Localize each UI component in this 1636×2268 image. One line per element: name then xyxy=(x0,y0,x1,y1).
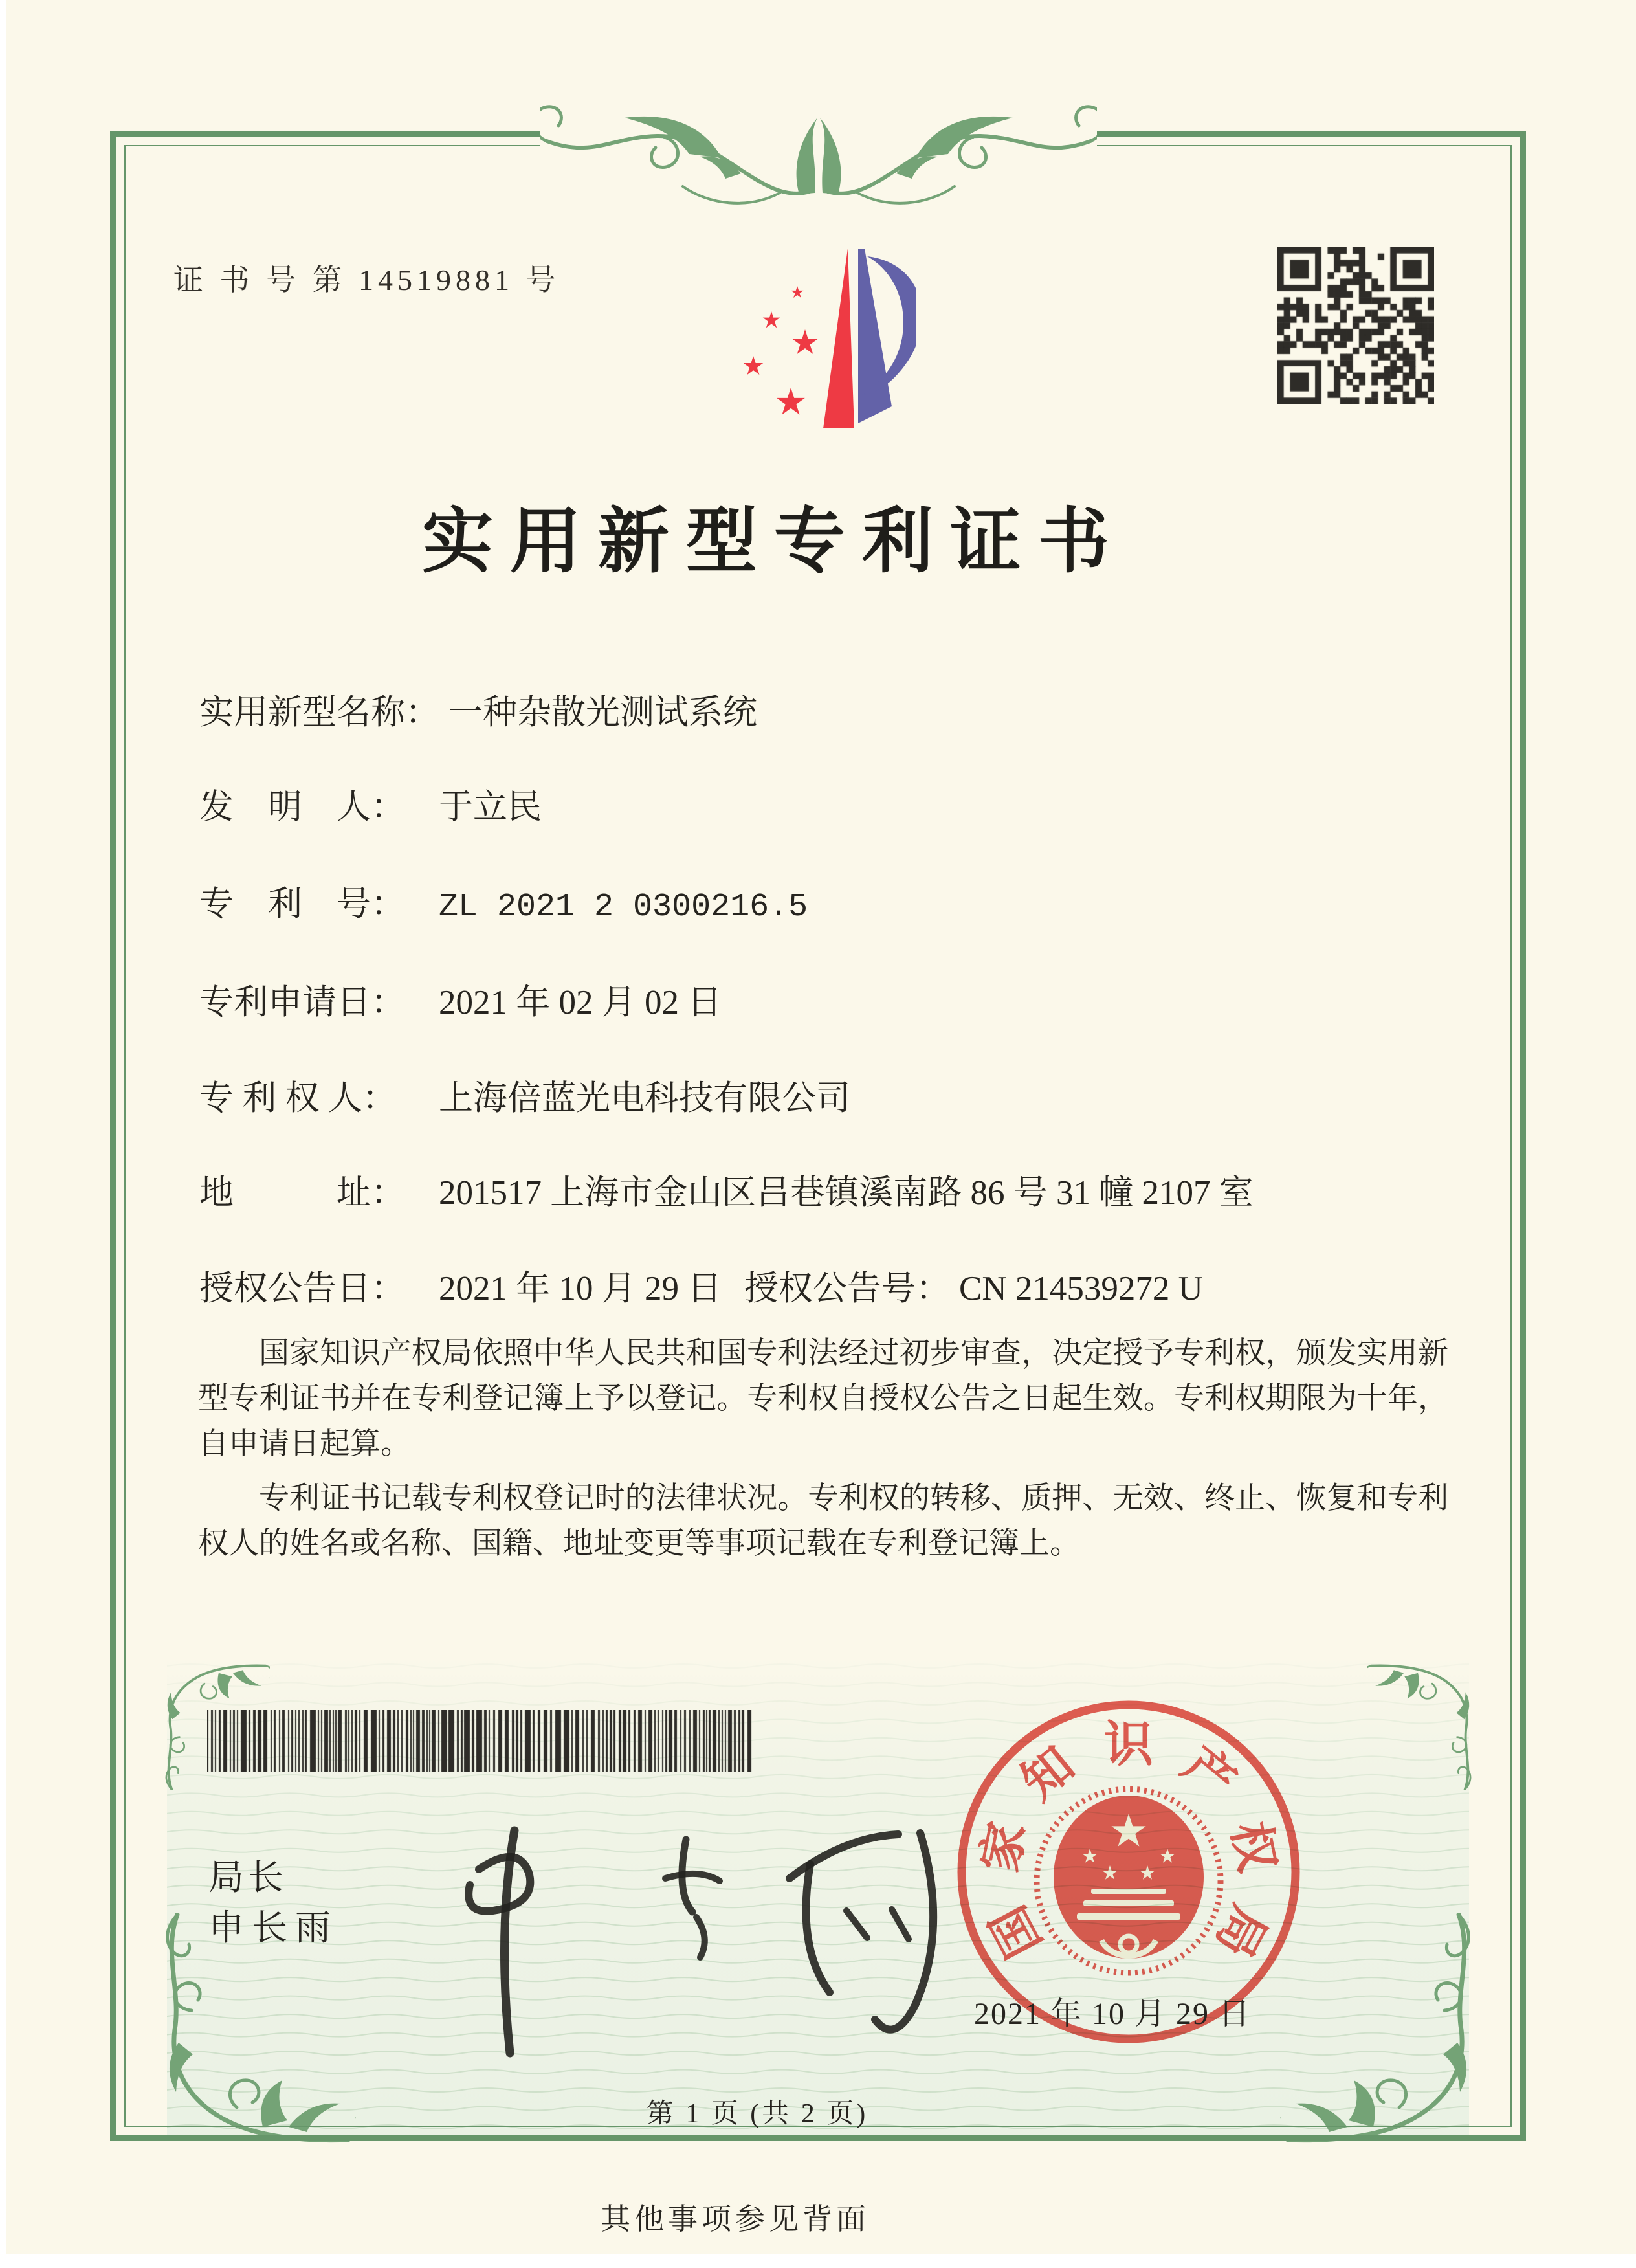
field-value: 于立民 xyxy=(439,788,542,826)
svg-text:识: 识 xyxy=(1104,1718,1153,1772)
field-value: CN 214539272 U xyxy=(959,1270,1203,1307)
svg-text:知: 知 xyxy=(1011,1737,1085,1810)
svg-text:权: 权 xyxy=(1221,1818,1285,1876)
field-row-patentee xyxy=(199,1071,1494,1120)
national-emblem-icon xyxy=(1037,1789,1221,1973)
cnipa-logo xyxy=(714,220,916,447)
field-value: 2021 年 02 月 02 日 xyxy=(439,984,722,1021)
barcode xyxy=(207,1710,755,1772)
field-row-filing-date xyxy=(199,975,1494,1024)
top-ornament xyxy=(540,83,1097,206)
svg-text:国: 国 xyxy=(980,1896,1052,1966)
field-value: 2021 年 10 月 29 日 xyxy=(439,1270,722,1307)
field-label: 发 明 人： xyxy=(199,788,405,826)
field-row-inventor xyxy=(199,779,1494,828)
seal-date: 2021 年 10 月 29 日 xyxy=(974,1997,1252,2031)
director-signature xyxy=(427,1799,1022,2071)
legal-paragraph: 国家知识产权局依照中华人民共和国专利法经过初步审查，决定授予专利权，颁发实用新型专利证书并在专利登记簿上予以登记。专利权自授权公告之日起生效。专利权期限为十年，自申请日起算。 xyxy=(198,1337,1448,1461)
field-row-address xyxy=(199,1165,1494,1214)
page-number: 第 1 页 (共 2 页) xyxy=(646,2099,868,2129)
field-row-grant xyxy=(199,1261,1494,1310)
legal-text xyxy=(198,1331,1448,1566)
svg-text:家: 家 xyxy=(973,1818,1036,1876)
certificate-title: 实用新型专利证书 xyxy=(422,502,1126,581)
qr-code xyxy=(1277,247,1434,404)
svg-text:产: 产 xyxy=(1173,1737,1246,1810)
field-label: 授权公告号： xyxy=(744,1270,950,1307)
field-row-name xyxy=(199,685,1494,734)
field-label: 授权公告日： xyxy=(199,1270,405,1307)
field-value: 201517 上海市金山区吕巷镇溪南路 86 号 31 幢 2107 室 xyxy=(439,1174,1254,1212)
grant-number-group xyxy=(744,1261,1203,1310)
field-value: 一种杂散光测试系统 xyxy=(448,694,757,731)
field-label: 专 利 号： xyxy=(199,885,405,923)
director-title: 局长 xyxy=(208,1858,288,1897)
field-row-patent-number xyxy=(199,876,1494,926)
legal-paragraph: 专利证书记载专利权登记时的法律状况。专利权的转移、质押、无效、终止、恢复和专利权人的姓名或名称、国籍、地址变更等事项记载在专利登记簿上。 xyxy=(198,1482,1448,1561)
scan-edge-bottom xyxy=(0,2254,1636,2268)
director-name: 申长雨 xyxy=(208,1908,339,1948)
svg-text:局: 局 xyxy=(1205,1896,1277,1966)
field-label: 实用新型名称： xyxy=(199,694,439,731)
field-value: 上海倍蓝光电科技有限公司 xyxy=(439,1080,850,1117)
scan-edge-left xyxy=(0,0,6,2268)
certificate-number: 证 书 号 第 14519881 号 xyxy=(173,263,560,296)
field-label: 地 址： xyxy=(199,1174,405,1212)
back-note: 其他事项参见背面 xyxy=(601,2203,870,2236)
field-label: 专 利 权 人： xyxy=(199,1080,397,1117)
field-value: ZL 2021 2 0300216.5 xyxy=(439,889,808,926)
field-label: 专利申请日： xyxy=(199,984,405,1021)
